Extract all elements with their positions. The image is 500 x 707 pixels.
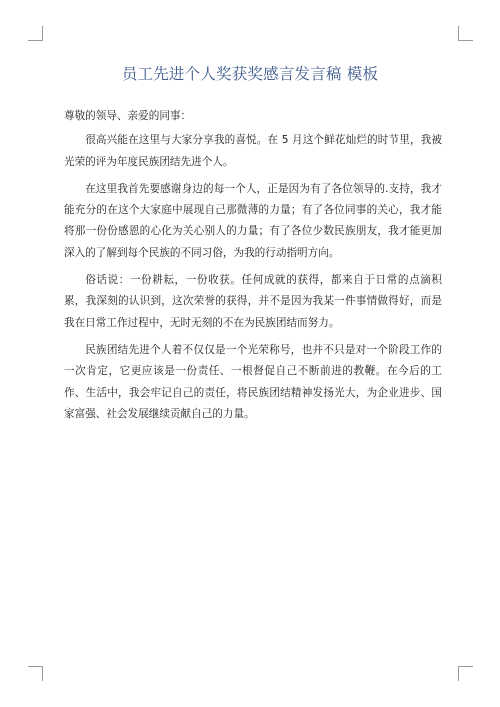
paragraph-3: 俗话说：一份耕耘，一份收获。任何成就的获得，都来自于日常的点滴积累，我深刻的认识到，这次荣誉的获得，并不是因为我某一件事情做得好，而是我在日常工作过程中，无时无刻的不在为民族团结而努力。 [64, 274, 442, 329]
crop-mark-top-left [28, 26, 43, 41]
paragraph-2: 在这里我首先要感谢身边的每一个人，正是因为有了各位领导的.支持，我才能充分的在这个大家庭中展现自己那微薄的力量；有了各位同事的关心，我才能将那一份份感恩的心化为关心别人的力量；有了各位少数民族朋友，我才能更加深入的了解到每个民族的不同习俗，为我的行动指明方向。 [64, 182, 442, 259]
document-title: 员工先进个人奖获奖感言发言稿 模板 [121, 65, 379, 83]
crop-mark-top-right [458, 26, 473, 41]
salutation: 尊敬的领导、亲爱的同事： [64, 110, 192, 122]
crop-mark-bottom-right [458, 666, 473, 681]
crop-mark-bottom-left [28, 666, 43, 681]
document-body [64, 106, 442, 431]
paragraph-1: 很高兴能在这里与大家分享我的喜悦。在 5 月这个鲜花灿烂的时节里，我被光荣的评为年度民族团结先进个人。 [64, 134, 442, 168]
paragraph-4: 民族团结先进个人着不仅仅是一个光荣称号，也并不只是对一个阶段工作的一次肯定，它更应该是一份责任、一根督促自己不断前进的教鞭。在今后的工作、生活中，我会牢记自己的责任，将民族团结精神发扬光大，为企业进步、国家富强、社会发展继续贡献自己的力量。 [64, 343, 442, 420]
